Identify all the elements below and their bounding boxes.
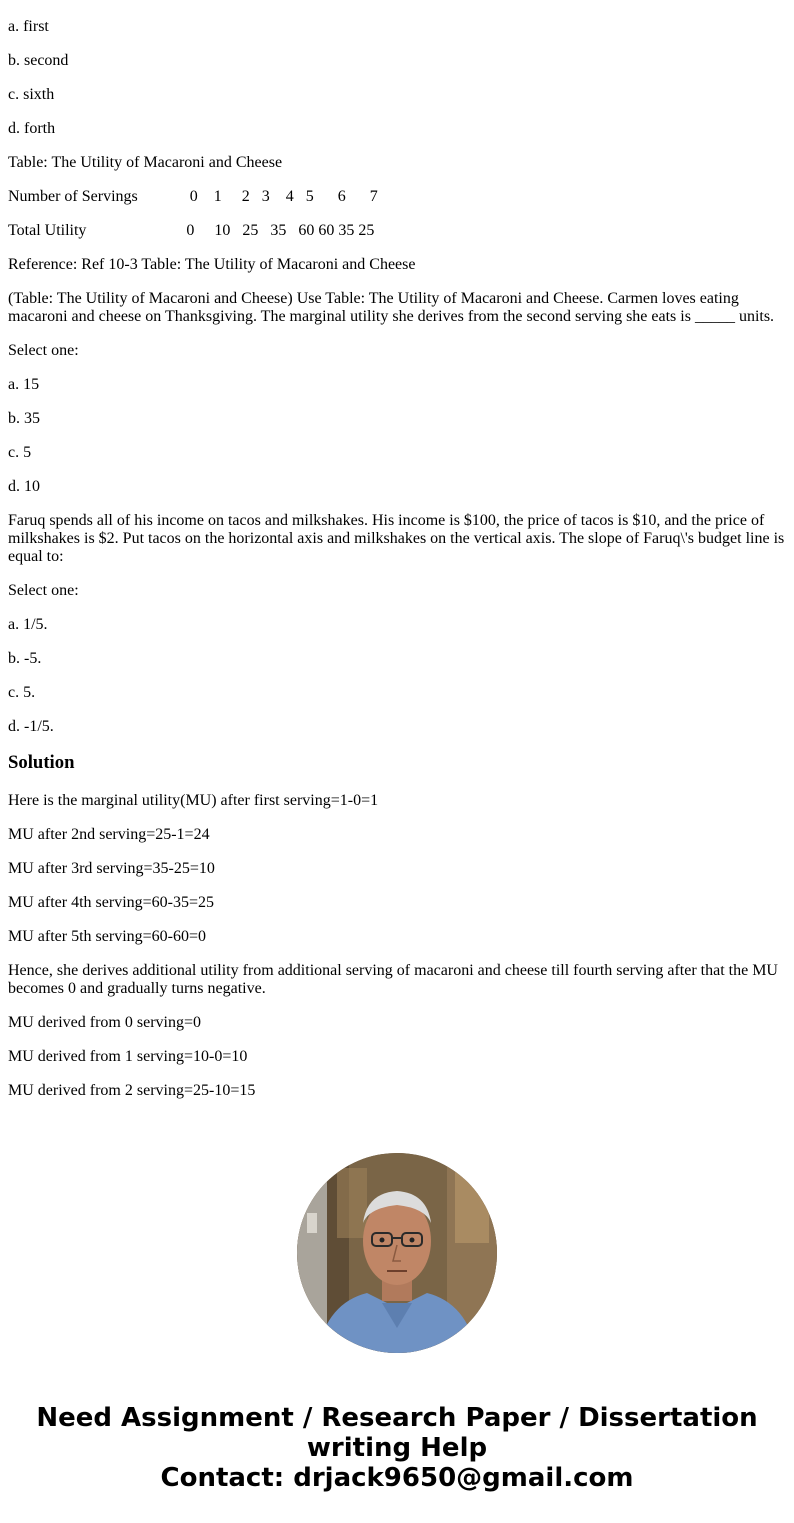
option-d: d. -1/5. xyxy=(8,718,54,735)
option-c: c. 5 xyxy=(8,444,32,461)
solution-line: MU derived from 0 serving=0 xyxy=(8,1014,201,1031)
option-a: a. 1/5. xyxy=(8,616,48,633)
option-b: b. 35 xyxy=(8,410,40,427)
option-c: c. 5. xyxy=(8,684,36,701)
question-prompt: Select one: xyxy=(8,342,79,359)
question-prompt xyxy=(8,0,788,2)
solution-line: Here is the marginal utility(MU) after first serving=1-0=1 xyxy=(8,792,379,809)
table-row-utility: Total Utility 0 10 25 35 60 60 35 25 xyxy=(8,222,375,239)
option-c: c. sixth xyxy=(8,86,55,103)
table-reference: Reference: Ref 10-3 Table: The Utility of Macaroni and Cheese xyxy=(8,256,416,273)
solution-line: MU after 4th serving=60-35=25 xyxy=(8,894,215,911)
table-row-servings: Number of Servings 0 1 2 3 4 5 6 7 xyxy=(8,188,378,205)
footer-banner xyxy=(0,1403,794,1493)
question-prompt: Select one: xyxy=(8,582,79,599)
option-b: b. -5. xyxy=(8,650,42,667)
footer-contact: Contact: drjack9650@gmail.com xyxy=(160,1463,634,1493)
author-avatar xyxy=(297,1153,497,1353)
table-title: Table: The Utility of Macaroni and Cheese xyxy=(8,154,283,171)
solution-line: MU after 5th serving=60-60=0 xyxy=(8,928,207,945)
option-d: d. forth xyxy=(8,120,56,137)
solution-line: Hence, she derives additional utility from additional serving of macaroni and cheese till fourth serving after that the MU becomes 0 and gradually turns negative. xyxy=(8,962,782,997)
solution-line: MU after 2nd serving=25-1=24 xyxy=(8,826,210,843)
option-b: b. second xyxy=(8,52,69,69)
solution-line: MU derived from 1 serving=10-0=10 xyxy=(8,1048,248,1065)
solution-heading: Solution xyxy=(8,752,75,773)
document-body xyxy=(8,0,788,1116)
question-text: Faruq spends all of his income on tacos and milkshakes. His income is $100, the price of tacos is $10, and the price of milkshakes is $2. Put tacos on the horizontal axis and milkshakes on the vertical axis. The slope of Faruq\'s budget line is equal to: xyxy=(8,512,789,565)
solution-line: MU derived from 2 serving=25-10=15 xyxy=(8,1082,256,1099)
question-text: (Table: The Utility of Macaroni and Cheese) Use Table: The Utility of Macaroni and Cheese. Carmen loves eating macaroni and cheese on Thanksgiving. The marginal utility she derives from the second serving she eats is _____ units. xyxy=(8,290,775,325)
footer-line: Need Assignment / Research Paper / Dissertation xyxy=(36,1403,758,1433)
option-d: d. 10 xyxy=(8,478,40,495)
footer-line: writing Help xyxy=(306,1433,488,1463)
option-a: a. first xyxy=(8,18,49,35)
option-a: a. 15 xyxy=(8,376,40,393)
solution-line: MU after 3rd serving=35-25=10 xyxy=(8,860,215,877)
